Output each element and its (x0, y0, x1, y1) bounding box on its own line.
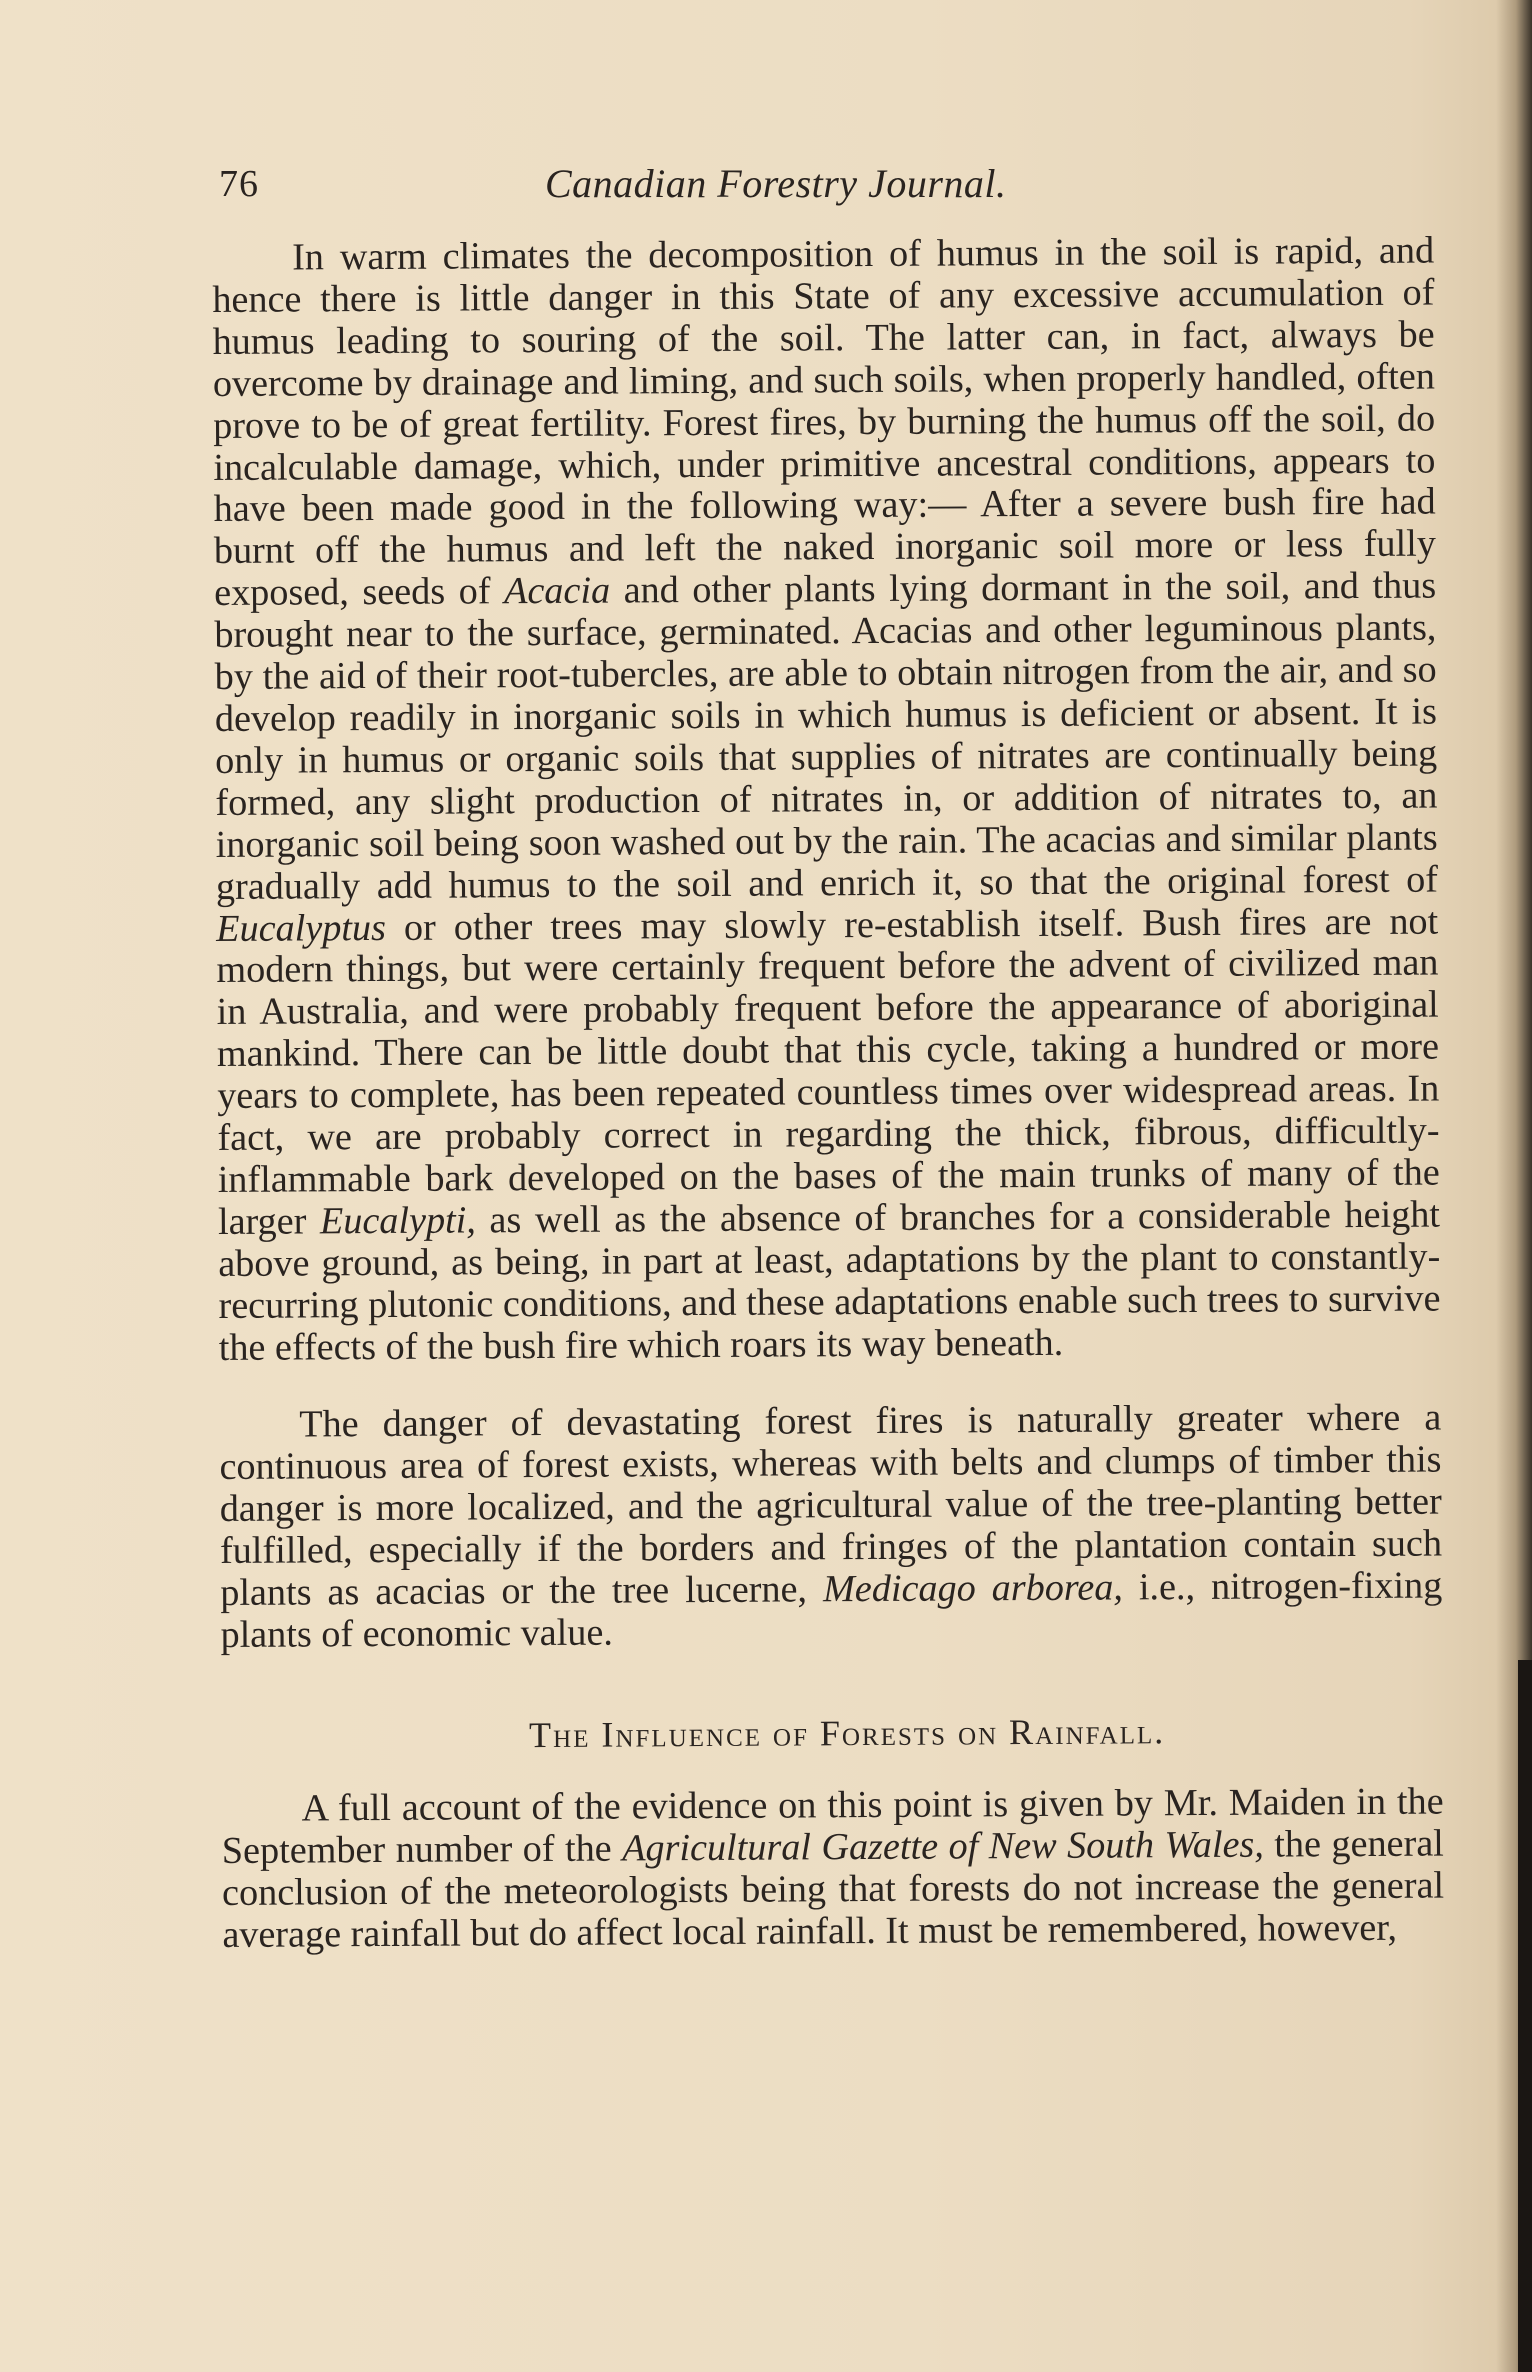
paragraph-2-text-a: The danger of devastating forest fires is naturally greater where a continuous area of forest exists, whereas with belts and clumps of timber this danger is more localized, and the agricultural value of the tree-planting better fulfilled, especially if the borders and fringes of the plantation contain such plants as acacias or the tree lucerne, (219, 1396, 1443, 1615)
binding-edge (1518, 1660, 1532, 2372)
paragraph-1-text-b: and other plants lying dormant in the soil, and thus brought near to the surface, germinated. Acacias and other leguminous plants, by the aid of their root-tubercles, are able to obtain nitrogen from the air, and so develop readily in inorganic soils in which humus is deficient or absent. It is only in humus or organic soils that supplies of nitrates are continually being formed, any slight production of nitrates in, or addition of nitrates to, an inorganic soil being soon washed out by the rain. The acacias and similar plants gradually add humus to the soil and enrich it, so that the original forest of (214, 564, 1439, 908)
paragraph-1-italic-eucalypti: Eucalypti, (319, 1199, 476, 1243)
paragraph-1-italic-eucalyptus: Eucalyptus (216, 906, 387, 950)
running-title: Canadian Forestry Journal. (545, 161, 1007, 206)
paragraph-1-italic-acacia: Acacia (503, 569, 611, 613)
paragraph-3-italic-gazette: Agricultural Gazette of New South Wales, (622, 1823, 1265, 1870)
page-header (205, 152, 1315, 212)
paragraph-rainfall-evidence (221, 1781, 1444, 1956)
page-number: 76 (219, 163, 259, 205)
paragraph-humus-decomposition (212, 231, 1441, 1370)
paragraph-3-text-a: A full account of the evidence on this point is given by Mr. Maiden in the September number of the (221, 1780, 1444, 1872)
paragraph-forest-fire-danger (219, 1398, 1443, 1657)
paragraph-1-text-d: as well as the absence of branches for a considerable height above ground, as being, in part at least, adaptations by the plant to constantly-recurring plutonic conditions, and these adaptations enable such trees to survive the effects of the bush fire which roars its way beneath. (218, 1193, 1441, 1369)
paragraph-2-italic-medicago: Medicago arborea, (822, 1566, 1124, 1611)
section-heading: The Influence of Forests on Rainfall. (528, 1711, 1166, 1755)
paragraph-1-text-c: or other trees may slowly re-establish itself. Bush fires are not modern things, but were certainly frequent before the advent of civilized man in Australia, and were probably frequent before the appearance of aboriginal mankind. There can be little doubt that this cycle, taking a hundred or more years to complete, has been repeated countless times over widespread areas. In fact, we are probably correct in regarding the thick, fibrous, difficultly-inflammable bark developed on the bases of the main trunks of many of the larger (216, 900, 1440, 1243)
paragraph-3-text-b: the general conclusion of the meteorologists being that forests do not increase the general average rainfall but do affect local rainfall. It must be remembered, however, (221, 1822, 1445, 1956)
paragraph-2-text-b: i.e., nitrogen-fixing plants of economic value. (220, 1564, 1443, 1656)
paragraph-1-text-a: In warm climates the decomposition of humus in the soil is rapid, and hence there is little danger in this State of any excessive accumulation of humus leading to souring of the soil. The latter can, in fact, always be overcome by drainage and liming, and such soils, when properly handled, often prove to be of great fertility. Forest fires, by burning the humus off the soil, do incalculable damage, which, under primitive ancestral conditions, appears to have been made good in the following way:— After a severe bush fire had burnt off the humus and left the naked inorganic soil more or less fully exposed, seeds of (212, 229, 1437, 615)
body-text (212, 231, 1444, 1957)
